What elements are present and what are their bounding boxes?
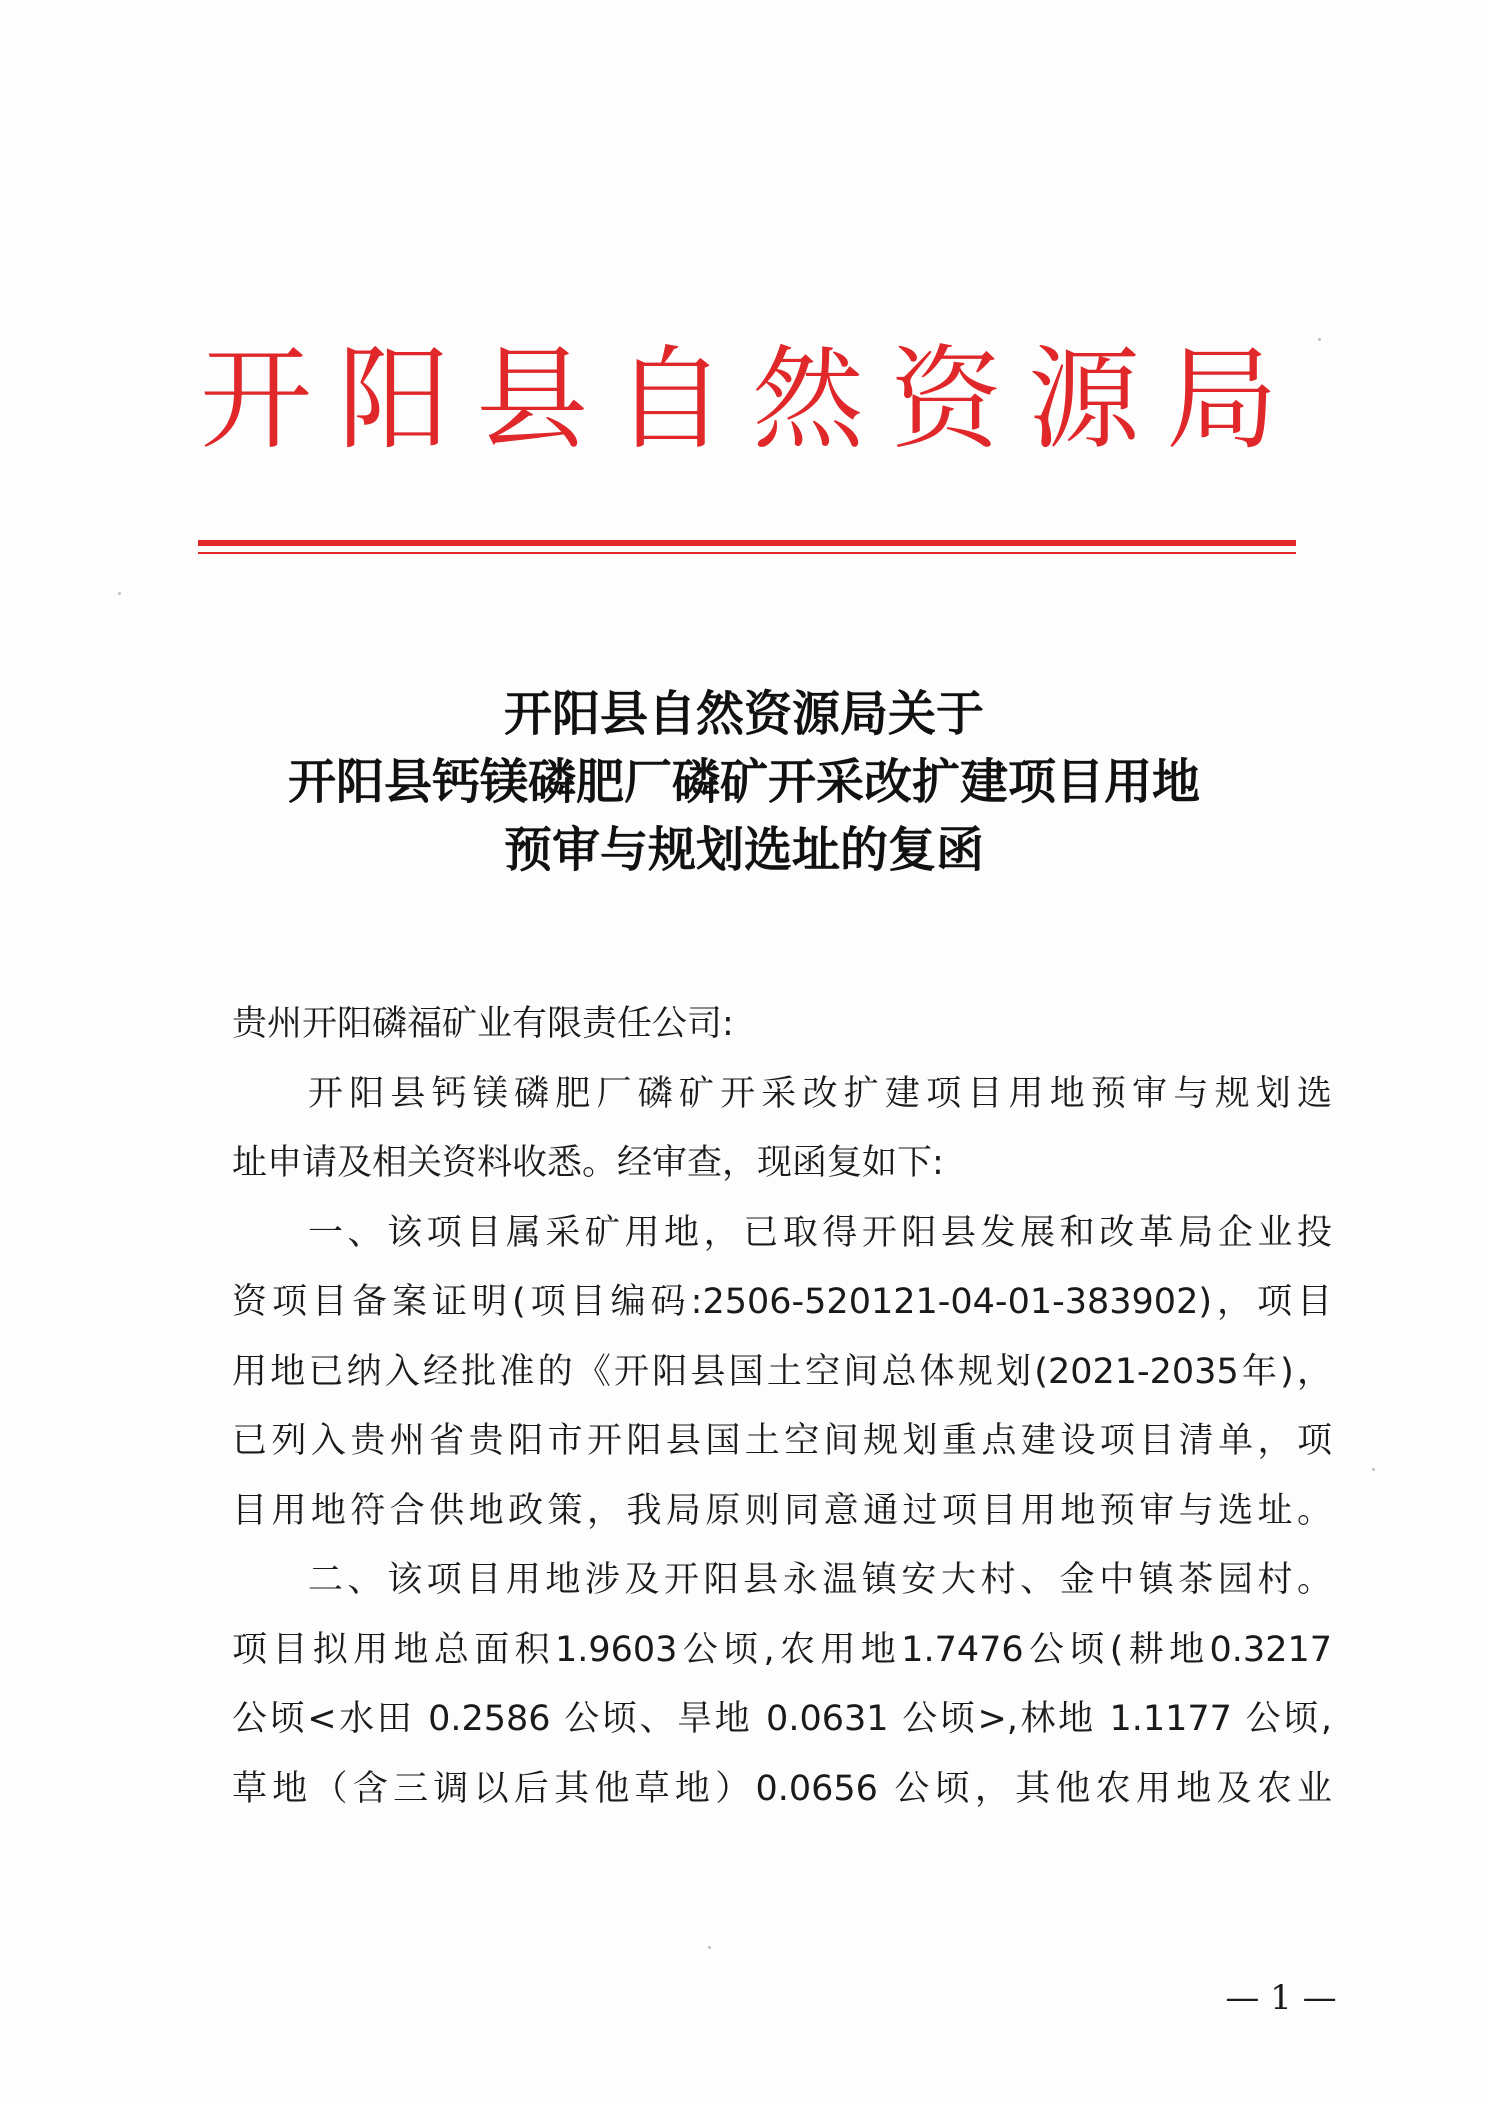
page-number: — 1 —: [1225, 1978, 1337, 2018]
document-title: [180, 680, 1308, 884]
title-line-1: 开阳县自然资源局关于: [503, 686, 984, 742]
body-line: 二、该项目用地涉及开阳县永温镇安大村、金中镇茶园村。: [308, 1560, 1332, 1600]
scan-speck: [118, 592, 121, 595]
letter-body: [232, 990, 1332, 1824]
body-line: 用地已纳入经批准的《开阳县国土空间总体规划(2021-2035年)，: [232, 1351, 1332, 1392]
body-line: 一、该项目属采矿用地，已取得开阳县发展和改革局企业投: [308, 1212, 1332, 1253]
red-separator-thick: [198, 540, 1296, 546]
salutation: 贵州开阳磷福矿业有限责任公司:: [232, 1004, 734, 1044]
title-line-3: 预审与规划选址的复函: [503, 822, 984, 878]
body-line: 址申请及相关资料收悉。经审查，现函复如下:: [232, 1143, 944, 1183]
body-line: 草地（含三调以后其他草地）0.0656 公顷，其他农用地及农业: [232, 1768, 1332, 1809]
body-line: 资项目备案证明(项目编码:2506-520121-04-01-383902)，项目: [232, 1282, 1332, 1322]
body-line: 目用地符合供地政策，我局原则同意通过项目用地预审与选址。: [232, 1490, 1332, 1531]
red-separator-thin: [198, 552, 1296, 554]
scan-speck: [1372, 1468, 1375, 1471]
body-line: 已列入贵州省贵阳市开阳县国土空间规划重点建设项目清单，项: [232, 1421, 1332, 1461]
scan-speck: [1318, 338, 1321, 341]
body-line: 项目拟用地总面积1.9603公顷,农用地1.7476公顷(耕地0.3217: [232, 1629, 1332, 1670]
body-line: 开阳县钙镁磷肥厂磷矿开采改扩建项目用地预审与规划选: [308, 1073, 1332, 1114]
scan-speck: [708, 1946, 711, 1949]
title-line-2: 开阳县钙镁磷肥厂磷矿开采改扩建项目用地: [287, 754, 1200, 810]
issuing-organization-header: 开阳县自然资源局: [200, 335, 1304, 465]
body-line: 公顷<水田 0.2586 公顷、旱地 0.0631 公顷>,林地 1.1177 公顷,: [232, 1699, 1332, 1739]
